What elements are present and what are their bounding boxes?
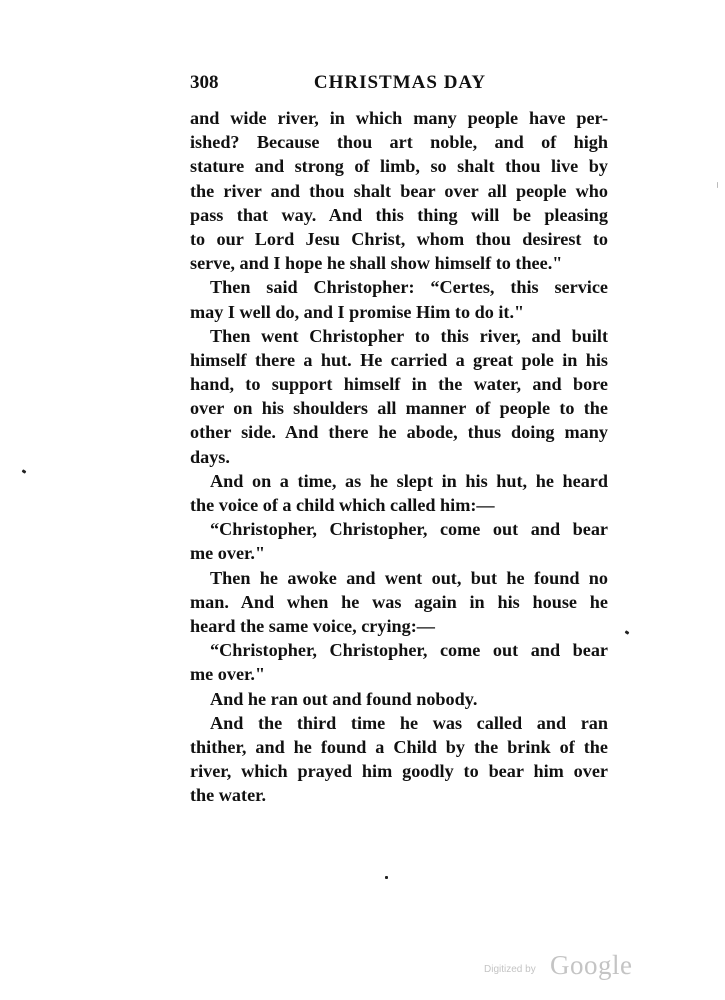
text-line: to our Lord Jesu Christ, whom thou desirest to: [190, 228, 608, 249]
google-watermark: [484, 950, 644, 980]
text-line: other side. And there he abode, thus doing many: [190, 422, 608, 443]
page-header: [190, 72, 610, 98]
text-line: pass that way. And this thing will be pleasing: [190, 204, 608, 225]
body-text: [190, 106, 608, 807]
text-line: ished? Because thou art noble, and of high: [190, 132, 608, 153]
text-line: Then said Christopher: “Certes, this service: [210, 277, 608, 298]
scan-speck: [625, 630, 630, 635]
text-line: thither, and he found a Child by the brink of the: [190, 736, 608, 757]
text-line: the river and thou shalt bear over all people who: [190, 180, 608, 201]
page-number: 308: [190, 72, 219, 93]
text-line: “Christopher, Christopher, come out and bear: [210, 519, 608, 540]
text-line: serve, and I hope he shall show himself to thee.": [190, 253, 563, 274]
text-line: And he ran out and found nobody.: [210, 688, 478, 709]
text-line: me over.": [190, 664, 266, 685]
text-line: me over.": [190, 543, 266, 564]
scan-speck: [717, 182, 718, 188]
scan-speck: [385, 876, 388, 879]
text-line: and wide river, in which many people have per-: [190, 108, 608, 128]
text-line: heard the same voice, crying:—: [190, 615, 435, 636]
text-line: And on a time, as he slept in his hut, he heard: [210, 470, 608, 491]
text-line: the water.: [190, 785, 267, 806]
watermark-prefix: Digitized by: [484, 964, 536, 975]
running-title: CHRISTMAS DAY: [313, 72, 487, 93]
text-line: river, which prayed him goodly to bear him over: [190, 761, 608, 782]
text-line: stature and strong of limb, so shalt thou live by: [190, 156, 608, 177]
text-line: Then went Christopher to this river, and built: [210, 325, 608, 346]
text-line: Then he awoke and went out, but he found no: [210, 567, 608, 588]
text-line: may I well do, and I promise Him to do it.": [190, 301, 525, 322]
text-line: over on his shoulders all manner of people to the: [190, 398, 608, 419]
text-line: man. And when he was again in his house he: [190, 591, 608, 612]
text-line: the voice of a child which called him:—: [190, 495, 495, 515]
text-line: hand, to support himself in the water, and bore: [190, 374, 608, 395]
text-line: “Christopher, Christopher, come out and bear: [210, 640, 608, 661]
text-line: And the third time he was called and ran: [210, 712, 608, 733]
text-line: days.: [190, 446, 230, 467]
text-line: himself there a hut. He carried a great pole in his: [190, 349, 608, 370]
google-logo: Google: [550, 950, 633, 980]
scan-speck: [22, 469, 27, 474]
